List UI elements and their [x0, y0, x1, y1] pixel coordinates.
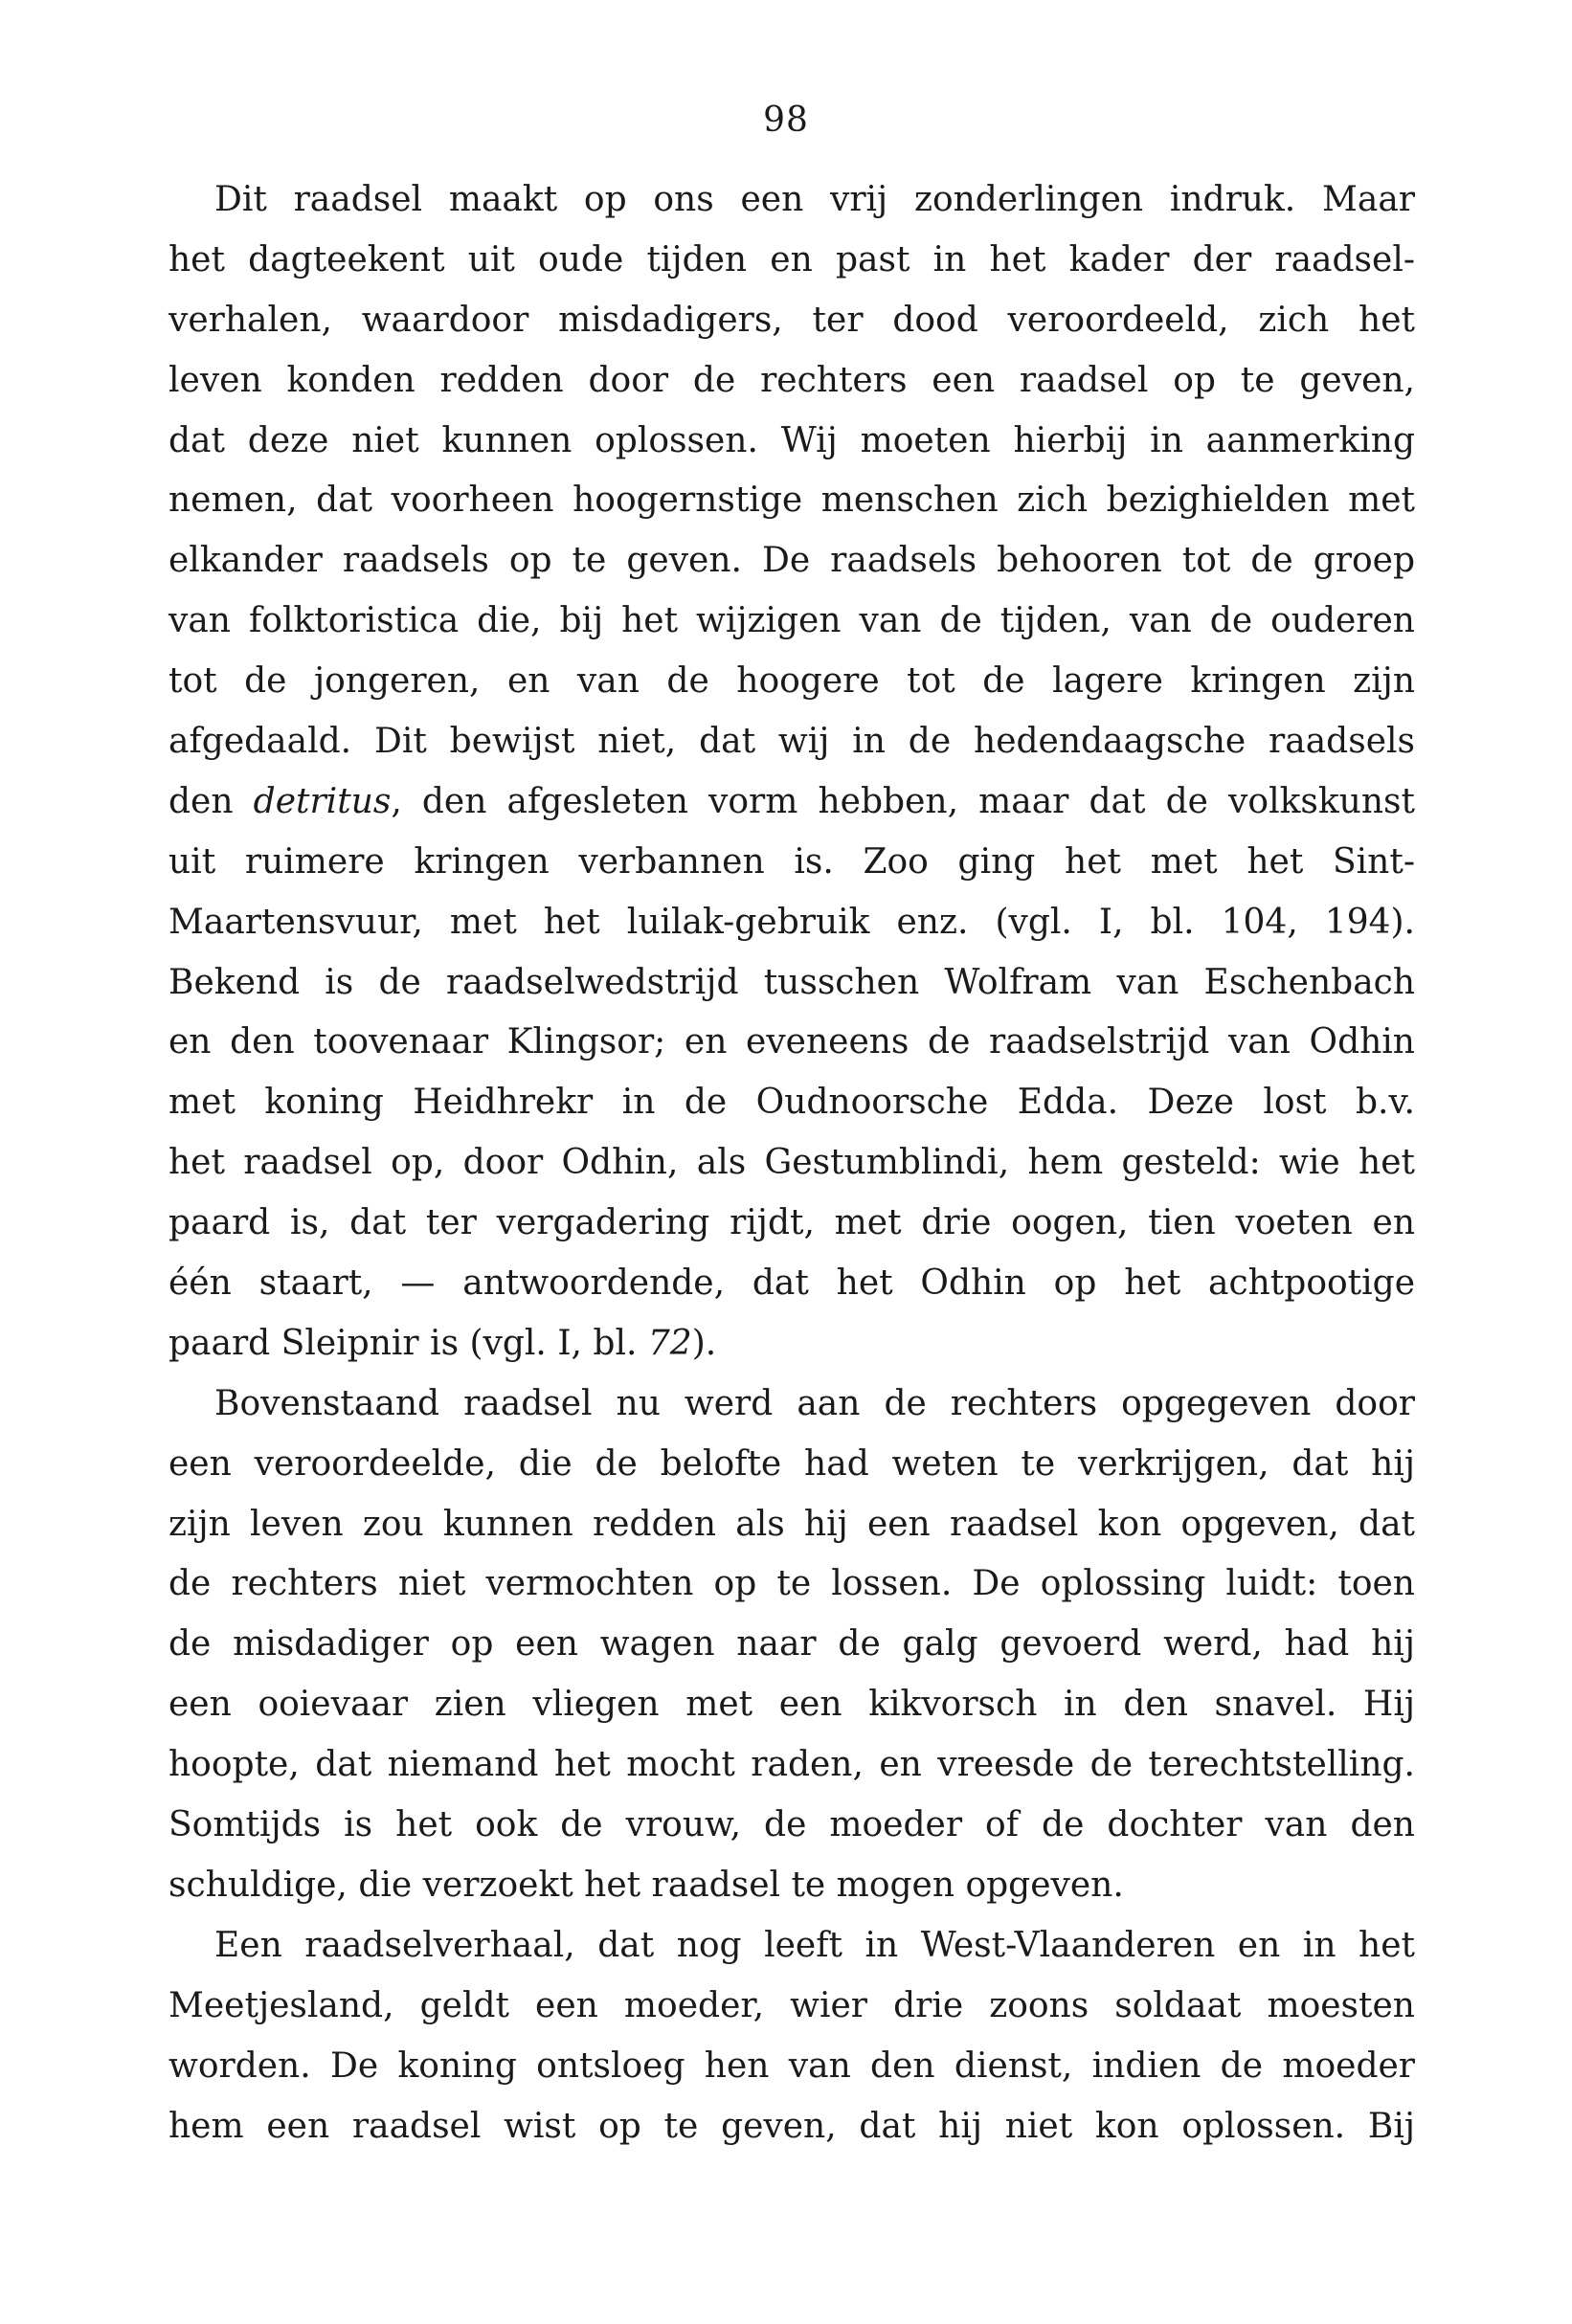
text-line: Maartensvuur, met het luilak-gebruik enz. (vgl. I, bl. 104, 194). [168, 902, 1415, 942]
text-line [168, 1314, 1415, 1374]
text-line: worden. De koning ontsloeg hen van den dienst, indien de moeder [168, 2045, 1415, 2086]
text-line: het raadsel op, door Odhin, als Gestumblindi, hem gesteld: wie het [168, 1143, 1415, 1183]
text-line: nemen, dat voorheen hoogernstige menschen zich bezighielden met [168, 480, 1415, 521]
text-segment: den [168, 781, 254, 821]
text-line: één staart, — antwoordende, dat het Odhin op het achtpootige [168, 1263, 1415, 1304]
text-line: Somtijds is het ook de vrouw, de moeder of de dochter van den [168, 1805, 1415, 1845]
text-line: met koning Heidhrekr in de Oudnoorsche Edda. Deze lost b.v. [168, 1083, 1415, 1123]
italic-number: 72 [647, 1323, 692, 1363]
italic-term: detritus [253, 781, 392, 821]
paragraph-1 [168, 170, 1415, 1374]
text-line: hoopte, dat niemand het mocht raden, en vreesde de terechtstelling. [168, 1745, 1415, 1785]
text-line: elkander raadsels op te geven. De raadsels behooren tot de groep [168, 541, 1415, 581]
text-line: zijn leven zou kunnen redden als hij een raadsel kon opgeven, dat [168, 1504, 1415, 1544]
paragraph-3 [168, 1916, 1415, 2157]
text-line: Meetjesland, geldt een moeder, wier drie zoons soldaat moesten [168, 1985, 1415, 2025]
text-line: Bekend is de raadselwedstrijd tusschen Wolfram van Eschenbach [168, 962, 1415, 1002]
text-line: leven konden redden door de rechters een raadsel op te geven, [168, 360, 1415, 400]
page-number: 98 [763, 101, 809, 140]
text-line: Bovenstaand raadsel nu werd aan de rechters opgegeven door [214, 1383, 1415, 1423]
text-line: een ooievaar zien vliegen met een kikvorsch in den snavel. Hij [168, 1685, 1415, 1725]
text-line: een veroordeelde, die de belofte had weten te verkrijgen, dat hij [168, 1443, 1415, 1484]
text-line: hem een raadsel wist op te geven, dat hij niet kon oplossen. Bij [168, 2106, 1415, 2146]
text-line: paard is, dat ter vergadering rijdt, met drie oogen, tien voeten en [168, 1203, 1415, 1243]
text-line: het dagteekent uit oude tijden en past in het kader der raadsel- [168, 239, 1415, 279]
text-line: Dit raadsel maakt op ons een vrij zonderlingen indruk. Maar [214, 180, 1415, 219]
text-line: afgedaald. Dit bewijst niet, dat wij in de hedendaagsche raadsels [168, 722, 1415, 762]
text-line: van folktoristica die, bij het wijzigen van de tijden, van de ouderen [168, 601, 1415, 641]
text-line: tot de jongeren, en van de hoogere tot de lagere kringen zijn [168, 661, 1415, 702]
text-line: verhalen, waardoor misdadigers, ter dood veroordeeld, zich het [168, 300, 1415, 340]
body-text [168, 170, 1415, 2156]
text-segment: , den afgesleten vorm hebben, maar dat de volkskunst [391, 781, 1415, 821]
text-line: uit ruimere kringen verbannen is. Zoo ging het met het Sint- [168, 841, 1415, 882]
text-line: en den toovenaar Klingsor; en eveneens de raadselstrijd van Odhin [168, 1022, 1415, 1062]
text-line: schuldige, die verzoekt het raadsel te mogen opgeven. [168, 1865, 1124, 1905]
text-line [168, 772, 1415, 833]
text-line: de misdadiger op een wagen naar de galg gevoerd werd, had hij [168, 1624, 1415, 1665]
text-line: de rechters niet vermochten op te lossen. De oplossing luidt: toen [168, 1564, 1415, 1604]
paragraph-2 [168, 1374, 1415, 1916]
text-line: dat deze niet kunnen oplossen. Wij moeten hierbij in aanmerking [168, 420, 1415, 460]
text-segment: ). [691, 1323, 717, 1363]
text-segment: paard Sleipnir is (vgl. I, bl. [168, 1323, 648, 1363]
text-line: Een raadselverhaal, dat nog leeft in West-Vlaanderen en in het [214, 1925, 1415, 1965]
